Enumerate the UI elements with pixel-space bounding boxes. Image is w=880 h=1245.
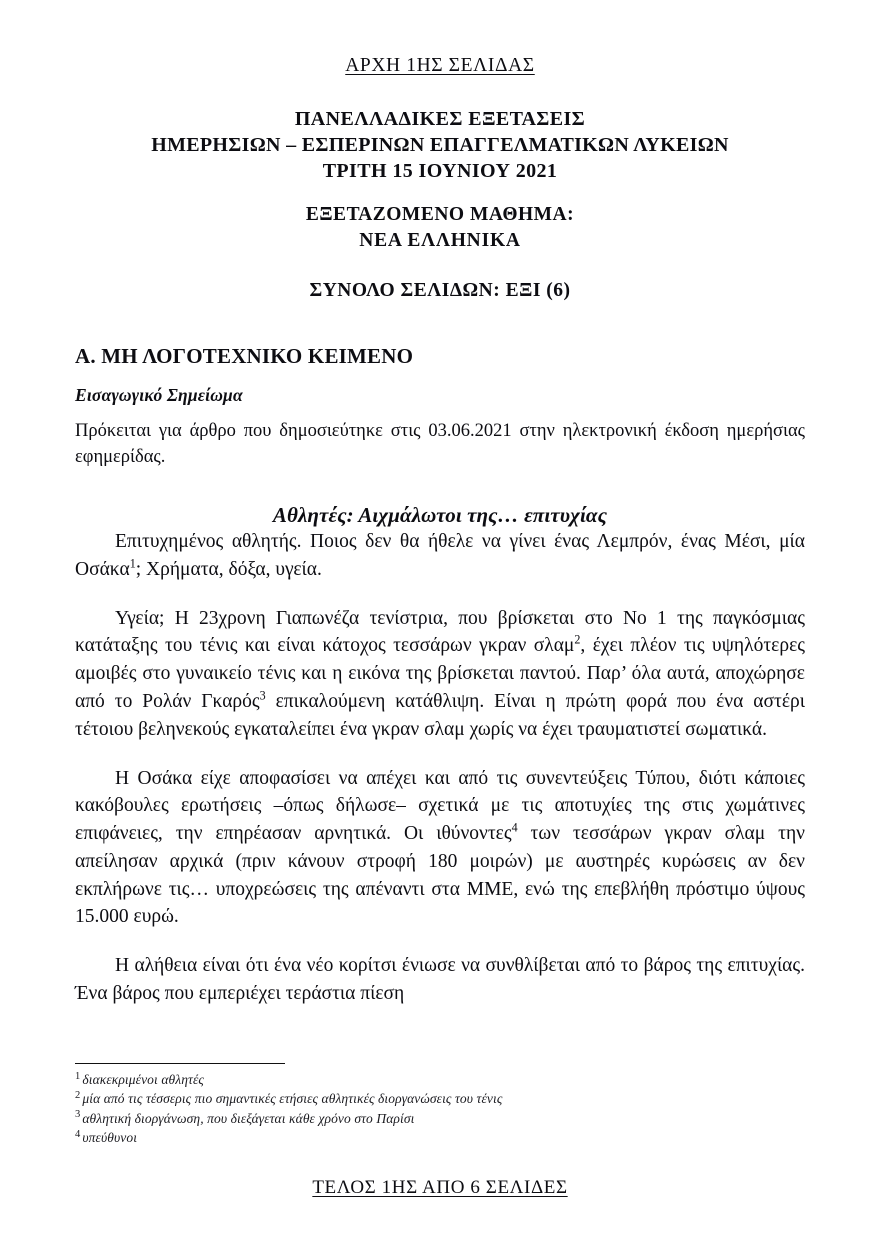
exam-header-line-3: ΤΡΙΤΗ 15 ΙΟΥΝΙΟΥ 2021 <box>322 160 558 183</box>
footnote-item: $^2$ μία από τις τέσσερις πιο σημαντικές ετήσιες αθλητικές διοργανώσεις του τένις <box>75 1089 503 1107</box>
article-body <box>75 528 805 1008</box>
footnote-marker: 4 <box>75 1128 81 1140</box>
article-paragraph: Επιτυχημένος αθλητής. Ποιος δεν θα ήθελε να γίνει ένας Λεμπρόν, ένας Μέσι, μία Οσάκα$^1$; Χρήματα, δόξα, υγεία. <box>75 531 805 580</box>
exam-header-line-1: ΠΑΝΕΛΛΑΔΙΚΕΣ ΕΞΕΤΑΣΕΙΣ <box>294 108 586 131</box>
footnote-separator-rule <box>75 1063 285 1064</box>
exam-header-block <box>0 106 880 184</box>
page-marker-bottom-text: ΤΕΛΟΣ 1ΗΣ ΑΠΟ 6 ΣΕΛΙΔΕΣ <box>312 1177 568 1198</box>
intro-note-title: Εισαγωγικό Σημείωμα <box>75 385 243 406</box>
article-title: Αθλητές: Αιχμάλωτοι της… επιτυχίας <box>272 503 608 528</box>
page-marker-bottom <box>0 1177 880 1199</box>
footnote-reference[interactable]: 3 <box>259 688 266 703</box>
footnote-reference[interactable]: 2 <box>574 632 581 647</box>
intro-note-text: Πρόκειται για άρθρο που δημοσιεύτηκε στις 03.06.2021 στην ηλεκτρονική έκδοση ημερήσιας εφημερίδας. <box>75 421 805 467</box>
footnote-marker: 2 <box>75 1089 81 1101</box>
footnote-reference[interactable]: 4 <box>511 820 518 835</box>
page-marker-top <box>0 54 880 77</box>
footnote-item: $^4$ υπεύθυνοι <box>75 1128 138 1146</box>
article-paragraph: Υγεία; Η 23χρονη Γιαπωνέζα τενίστρια, που βρίσκεται στο Νο 1 της παγκόσμιας κατάταξης του τένις και είναι κάτοχος τεσσάρων γκραν σλαμ$^2$, έχει πλέον τις υψηλότερες αμοιβές στο γυναικείο τένις και η εικόνα της βρίσκεται παντού. Παρ’ όλα αυτά, αποχώρησε από το Ρολάν Γκαρός$^3$ επικαλούμενη κατάθλιψη. Είναι η πρώτη φορά που ένα αστέρι τέτοιου βεληνεκούς εγκαταλείπει ένα γκραν σλαμ χωρίς να έχει τραυματιστεί σωματικά. <box>75 607 805 740</box>
page-marker-top-text: ΑΡΧΗ 1ΗΣ ΣΕΛΙΔΑΣ <box>345 55 535 76</box>
exam-subject-label: ΕΞΕΤΑΖΟΜΕΝΟ ΜΑΘΗΜΑ: <box>305 204 575 226</box>
footnotes-block <box>75 1063 805 1148</box>
footnote-item: $^3$ αθλητική διοργάνωση, που διεξάγεται κάθε χρόνο στο Παρίσι <box>75 1109 415 1126</box>
footnote-marker: 1 <box>75 1070 81 1082</box>
article-paragraph: Η Οσάκα είχε αποφασίσει να απέχει και από τις συνεντεύξεις Τύπου, διότι κάποιες κακόβουλες ερωτήσεις –όπως δήλωσε– σχετικά με τις αποτυχίες της στις χωμάτινες επιφάνειες, την επηρέασαν αρνητικά. Οι ιθύνοντες$^4$ των τεσσάρων γκραν σλαμ την απείλησαν αρχικά (πριν κάνουν στροφή 180 μοιρών) με αυστηρές κυρώσεις αν δεν εκπλήρωνε τις… υποχρεώσεις της απέναντι στα ΜΜΕ, ενώ της επεβλήθη πρόστιμο ύψους 15.000 ευρώ. <box>75 767 805 928</box>
exam-subject-name: ΝΕΑ ΕΛΛΗΝΙΚΑ <box>359 229 521 251</box>
footnote-item: $^1$ διακεκριμένοι αθλητές <box>75 1070 204 1087</box>
section-a-title: Α. ΜΗ ΛΟΓΟΤΕΧΝΙΚΟ ΚΕΙΜΕΝΟ <box>75 344 414 369</box>
content-column <box>75 344 805 1008</box>
footnote-list <box>75 1070 805 1148</box>
exam-subject-block <box>0 202 880 253</box>
exam-header-line-2: ΗΜΕΡΗΣΙΩΝ – ΕΣΠΕΡΙΝΩΝ ΕΠΑΓΓΕΛΜΑΤΙΚΩΝ ΛΥΚΕΙΩΝ <box>151 134 729 157</box>
footnote-reference[interactable]: 1 <box>129 556 136 571</box>
article-paragraph: Η αλήθεια είναι ότι ένα νέο κορίτσι ένιωσε να συνθλίβεται από το βάρος της επιτυχίας. Ένα βάρος που εμπεριέχει τεράστια πίεση <box>75 955 805 1005</box>
footnote-marker: 3 <box>75 1109 81 1121</box>
exam-total-pages: ΣΥΝΟΛΟ ΣΕΛΙΔΩΝ: ΕΞΙ (6) <box>309 280 571 302</box>
